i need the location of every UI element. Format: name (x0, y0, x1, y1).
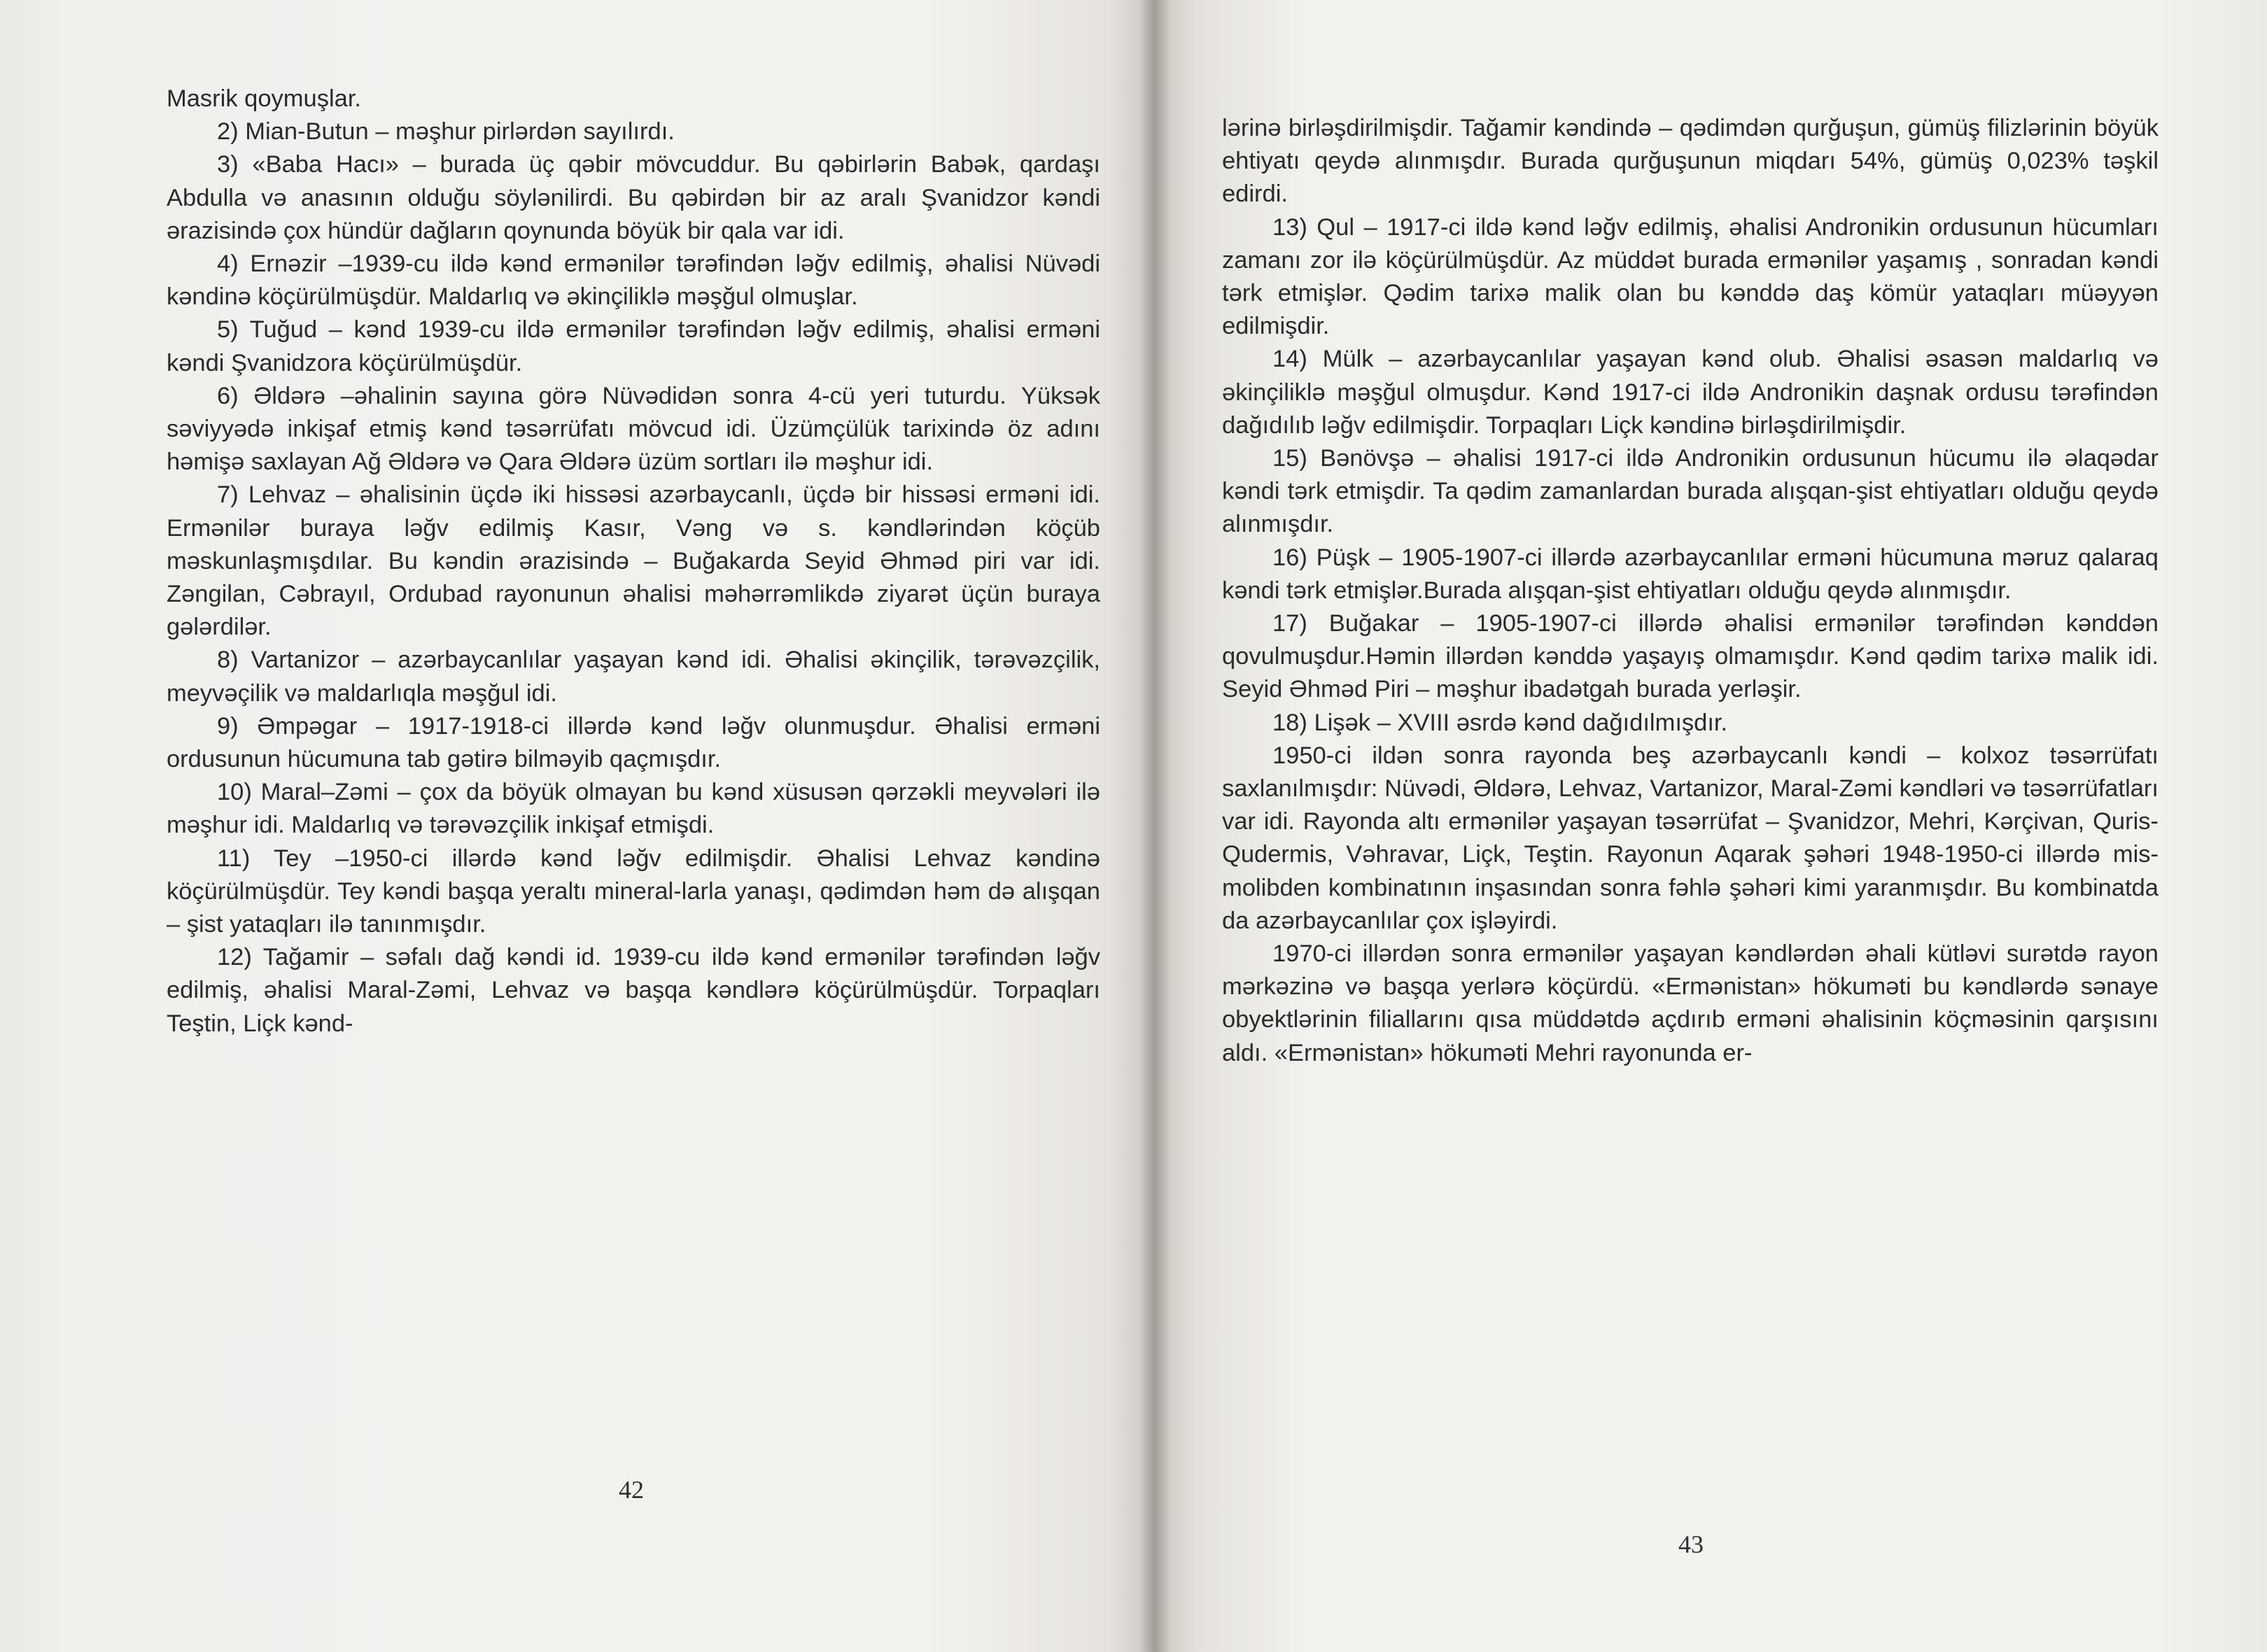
left-page-text (167, 83, 1100, 1040)
paragraph: 10) Maral–Zəmi – çox da böyük olmayan bu kənd xüsusən qərzəkli meyvələri ilə məşhur idi. Maldarlıq və tərəvəzçilik inkişaf etmişdi. (167, 779, 1100, 839)
paragraph: 3) «Baba Hacı» – burada üç qəbir mövcuddur. Bu qəbirlərin Babək, qardaşı Abdulla və anasının olduğu söylənilirdi. Bu qəbirdən bir az aralı Şvanidzor kəndi ərazisində çox hündür dağların qoynunda böyük bir qala var idi. (167, 151, 1100, 244)
paragraph: 1970-ci illərdən sonra ermənilər yaşayan kəndlərdən əhali kütləvi surətdə rayon mərkəzinə və başqa yerlərə köçürdü. «Ermənistan» hökuməti bu kəndlərdə sənaye obyektlərinin filiallarını qısa müddətdə açdırıb erməni əhalisinin köçməsinin qarşısını aldı. «Ermənistan» hökuməti Mehri rayonunda er- (1222, 940, 2159, 1066)
page-number-right: 43 (1678, 1530, 1704, 1558)
paragraph: 6) Əldərə –əhalinin sayına görə Nüvədidən sonra 4-cü yeri tuturdu. Yüksək səviyyədə inkişaf etmiş kənd təsərrüfatı mövcud idi. Üzümçülük tarixində öz adını həmişə saxlayan Ağ Əldərə və Qara Əldərə üzüm sortları ilə məşhur idi. (167, 382, 1100, 476)
right-page (1153, 0, 2267, 1652)
paragraph: Masrik qoymuşlar. (167, 85, 361, 112)
paragraph: 8) Vartanizor – azərbaycanlılar yaşayan kənd idi. Əhalisi əkinçilik, tərəvəzçilik, meyvəçilik və maldarlıqla məşğul idi. (167, 647, 1100, 707)
paragraph: 2) Mian-Butun – məşhur pirlərdən sayılırdı. (217, 118, 675, 146)
paragraph: 18) Lişək – XVIII əsrdə kənd dağıdılmışdır. (1272, 709, 1728, 736)
book-gutter (1139, 0, 1170, 1652)
paragraph: 12) Tağamir – səfalı dağ kəndi id. 1939-cu ildə kənd ermənilər tərəfindən ləğv edilmiş, əhalisi Maral-Zəmi, Lehvaz və başqa kəndlərə köçürülmüşdür. Torpaqları Teştin, Liçk kənd- (167, 944, 1100, 1037)
paragraph: 4) Ernəzir –1939-cu ildə kənd ermənilər tərəfindən ləğv edilmiş, əhalisi Nüvədi kəndinə köçürülmüşdür. Maldarlıq və əkinçiliklə məşğul olmuşlar. (167, 250, 1100, 311)
paragraph: 13) Qul – 1917-ci ildə kənd ləğv edilmiş, əhalisi Andronikin ordusunun hücumları zamanı zor ilə köçürülmüşdür. Az müddət burada ermənilər yaşamış , sonradan kəndi tərk etmişlər. Qədim tarixə malik olan bu kənddə daş kömür yataqları müəyyən edilmişdir. (1222, 213, 2159, 340)
paragraph: 1950-ci ildən sonra rayonda beş azərbaycanlı kəndi – kolxoz təsərrüfatı saxlanılmışdır: Nüvədi, Əldərə, Lehvaz, Vartanizor, Maral-Zəmi kəndləri və təsərrüfatları var idi. Rayonda altı ermənilər yaşayan təsərrüfat – Şvanidzor, Mehri, Kərçivan, Quris-Qudermis, Vəhravar, Liçk, Teştin. Rayonun Aqarak şəhəri 1948-1950-ci illərdə mis-molibden kombinatının inşasından sonra fəhlə şəhəri kimi yaranmışdır. Bu kombinatda da azərbaycanlılar çox işləyirdi. (1222, 742, 2159, 934)
paragraph: 11) Tey –1950-ci illərdə kənd ləğv edilmişdir. Əhalisi Lehvaz kəndinə köçürülmüşdür. Tey kəndi başqa yeraltı mineral-larla yanaşı, qədimdən həm də alışqan – şist yataqları ilə tanınmışdır. (167, 845, 1100, 938)
paragraph: 17) Buğakar – 1905-1907-ci illərdə əhalisi ermənilər tərəfindən kənddən qovulmuşdur.Həmin illərdən kənddə yaşayış olmamışdır. Kənd qədim tarixə malik idi. Seyid Əhməd Piri – məşhur ibadətgah burada yerləşir. (1222, 610, 2159, 703)
paragraph: 15) Bənövşə – əhalisi 1917-ci ildə Andronikin ordusunun hücumu ilə əlaqədar kəndi tərk etmişdir. Ta qədim zamanlardan burada alışqan-şist ehtiyatları olduğu qeydə alınmışdır. (1222, 445, 2159, 538)
paragraph: 7) Lehvaz – əhalisinin üçdə iki hissəsi azərbaycanlı, üçdə bir hissəsi erməni idi. Ermənilər buraya ləğv edilmiş Kasır, Vəng və s. kəndlərindən köçüb məskunlaşmışdılar. Bu kəndin ərazisində – Buğakarda Seyid Əhməd piri var idi. Zəngilan, Cəbrayıl, Ordubad rayonunun əhalisi məhərrəmlikdə ziyarət üçün buraya gələrdilər. (167, 481, 1100, 641)
paragraph: 5) Tuğud – kənd 1939-cu ildə ermənilər tərəfindən ləğv edilmiş, əhalisi erməni kəndi Şvanidzora köçürülmüşdür. (167, 316, 1100, 376)
right-page-text (1222, 112, 2159, 1070)
paragraph: lərinə birləşdirilmişdir. Tağamir kəndində – qədimdən qurğuşun, gümüş filizlərinin böyük ehtiyatı qeydə alınmışdır. Burada qurğuşunun miqdarı 54%, gümüş 0,023% təşkil edirdi. (1222, 115, 2159, 208)
paragraph: 14) Mülk – azərbaycanlılar yaşayan kənd olub. Əhalisi əsasən maldarlıq və əkinçiliklə məşğul olmuşdur. Kənd 1917-ci ildə Andronikin daşnak ordusu tərəfindən dağıdılıb ləğv edilmişdir. Torpaqları Liçk kəndinə birləşdirilmişdir. (1222, 346, 2159, 439)
paragraph: 9) Əmpəgar – 1917-1918-ci illərdə kənd ləğv olunmuşdur. Əhalisi erməni ordusunun hücumuna tab gətirə bilməyib qaçmışdır. (167, 712, 1100, 773)
paragraph: 16) Püşk – 1905-1907-ci illərdə azərbaycanlılar erməni hücumuna məruz qalaraq kəndi tərk etmişlər.Burada alışqan-şist ehtiyatları olduğu qeydə alınmışdır. (1222, 544, 2159, 604)
page-number-left: 42 (619, 1476, 644, 1504)
